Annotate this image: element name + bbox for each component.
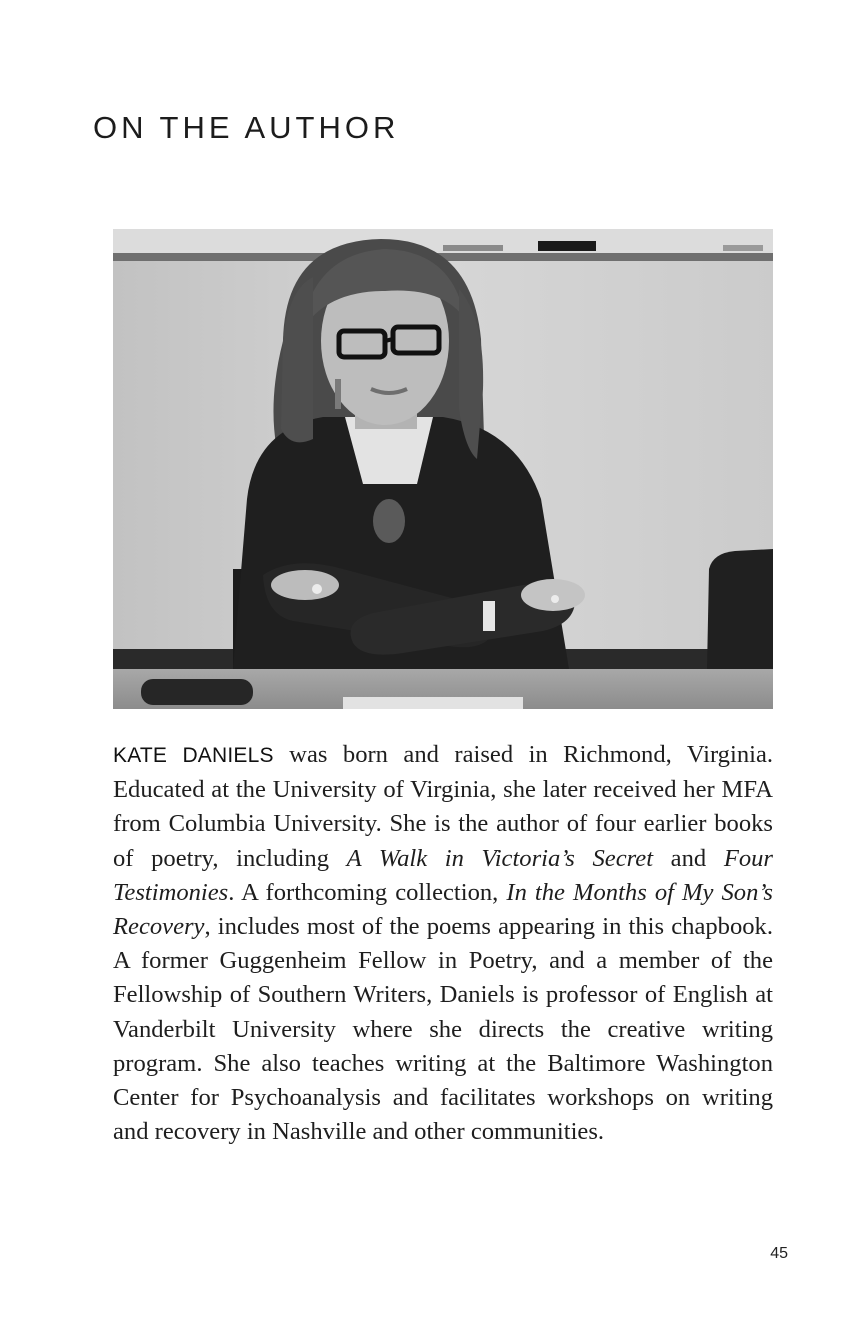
author-bio (113, 738, 773, 1149)
book-title: In the Months of My Son’s Recovery (113, 878, 773, 941)
author-photo-illustration (113, 229, 773, 709)
bio-text: , includes most of the poems appearing in this chapbook. A former Guggenheim Fellow in Poetry, and a member of the Fellowship of Southern Writers, Daniels is professor of English at Vanderbilt University where she directs the creative writing program. She also teaches writing at the Baltimore Washington Center for Psychoanalysis and facilitates workshops on writing and recovery in Nashville and other communities. (113, 913, 773, 1146)
page-number: 45 (770, 1245, 788, 1262)
book-title: A Walk in Victoria’s Secret (346, 844, 654, 872)
bio-text: and (653, 844, 724, 872)
book-title: Four Testimonies (113, 844, 773, 906)
bio-text: . A forthcoming collection, (228, 878, 507, 906)
bio-text: was born and raised in Richmond, Virginia. Educated at the University of Virginia, she later received her MFA from Columbia University. She is the author of four earlier books of poetry, including (113, 741, 774, 872)
page-title: ON THE AUTHOR (93, 110, 400, 145)
author-name: KATE DANIELS (113, 744, 274, 767)
author-photo (113, 229, 773, 709)
